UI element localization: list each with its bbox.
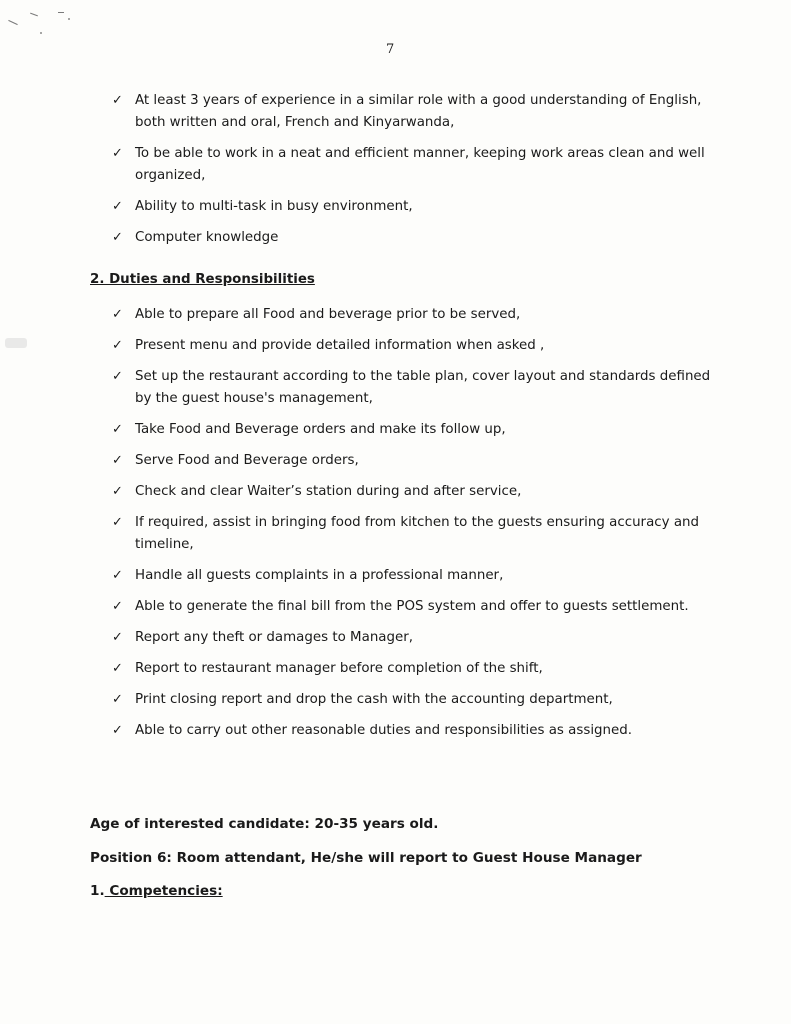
checkmark-icon: ✓ (112, 484, 123, 499)
scan-artifact (58, 12, 64, 13)
duty-item (112, 366, 712, 410)
duty-item-text: Report any theft or damages to Manager, (135, 630, 414, 645)
checkmark-icon: ✓ (112, 630, 123, 645)
checkmark-icon: ✓ (112, 307, 123, 322)
competencies-heading (90, 883, 223, 899)
competency-item (112, 90, 712, 134)
checkmark-icon: ✓ (112, 515, 123, 530)
scan-artifact (5, 338, 27, 348)
duty-item (112, 335, 712, 357)
duty-item-text: Set up the restaurant according to the table plan, cover layout and standards defined by the guest house's management, (135, 369, 711, 406)
checkmark-icon: ✓ (112, 692, 123, 707)
competency-item (112, 196, 712, 218)
duty-item (112, 481, 712, 503)
checkmark-icon: ✓ (112, 599, 123, 614)
duty-item-text: Print closing report and drop the cash with the accounting department, (135, 692, 613, 707)
duty-item (112, 419, 712, 441)
competencies-heading-text: Competencies: (104, 883, 223, 899)
duty-item-text: Take Food and Beverage orders and make its follow up, (135, 422, 506, 437)
checkmark-icon: ✓ (112, 338, 123, 353)
duty-item (112, 304, 712, 326)
scan-artifact (30, 13, 38, 17)
duty-item-text: Able to generate the final bill from the POS system and offer to guests settlement. (135, 599, 689, 614)
competencies-heading-number: 1. (90, 883, 105, 899)
duty-item (112, 720, 712, 742)
scan-artifact (68, 18, 70, 20)
duty-item (112, 450, 712, 472)
competency-list (112, 90, 712, 258)
competency-item-text: Computer knowledge (135, 230, 279, 245)
checkmark-icon: ✓ (112, 93, 123, 108)
duty-item (112, 512, 712, 556)
checkmark-icon: ✓ (112, 146, 123, 161)
competency-item (112, 227, 712, 249)
checkmark-icon: ✓ (112, 453, 123, 468)
checkmark-icon: ✓ (112, 661, 123, 676)
duty-item (112, 689, 712, 711)
duty-item-text: Present menu and provide detailed information when asked , (135, 338, 545, 353)
checkmark-icon: ✓ (112, 723, 123, 738)
page-number: 7 (386, 42, 395, 57)
duty-item (112, 658, 712, 680)
checkmark-icon: ✓ (112, 422, 123, 437)
scan-artifact (8, 20, 17, 25)
checkmark-icon: ✓ (112, 568, 123, 583)
duty-item-text: If required, assist in bringing food from kitchen to the guests ensuring accuracy and timeline, (135, 515, 700, 552)
competency-item-text: To be able to work in a neat and efficient manner, keeping work areas clean and well organized, (135, 146, 705, 183)
duties-list (112, 304, 712, 751)
checkmark-icon: ✓ (112, 199, 123, 214)
duty-item-text: Check and clear Waiter’s station during and after service, (135, 484, 522, 499)
competency-item (112, 143, 712, 187)
position-title: Position 6: Room attendant, He/she will report to Guest House Manager (90, 850, 642, 866)
age-requirement: Age of interested candidate: 20-35 years old. (90, 816, 439, 832)
duty-item (112, 565, 712, 587)
duty-item-text: Report to restaurant manager before completion of the shift, (135, 661, 543, 676)
scan-artifact (40, 32, 42, 34)
duty-item-text: Able to prepare all Food and beverage prior to be served, (135, 307, 521, 322)
duty-item-text: Able to carry out other reasonable duties and responsibilities as assigned. (135, 723, 633, 738)
duty-item (112, 627, 712, 649)
duty-item-text: Handle all guests complaints in a professional manner, (135, 568, 504, 583)
competency-item-text: At least 3 years of experience in a similar role with a good understanding of English, both written and oral, French and Kinyarwanda, (135, 93, 702, 130)
duty-item (112, 596, 712, 618)
checkmark-icon: ✓ (112, 230, 123, 245)
checkmark-icon: ✓ (112, 369, 123, 384)
competency-item-text: Ability to multi-task in busy environment, (135, 199, 413, 214)
duty-item-text: Serve Food and Beverage orders, (135, 453, 359, 468)
duties-heading: 2. Duties and Responsibilities (90, 272, 315, 287)
